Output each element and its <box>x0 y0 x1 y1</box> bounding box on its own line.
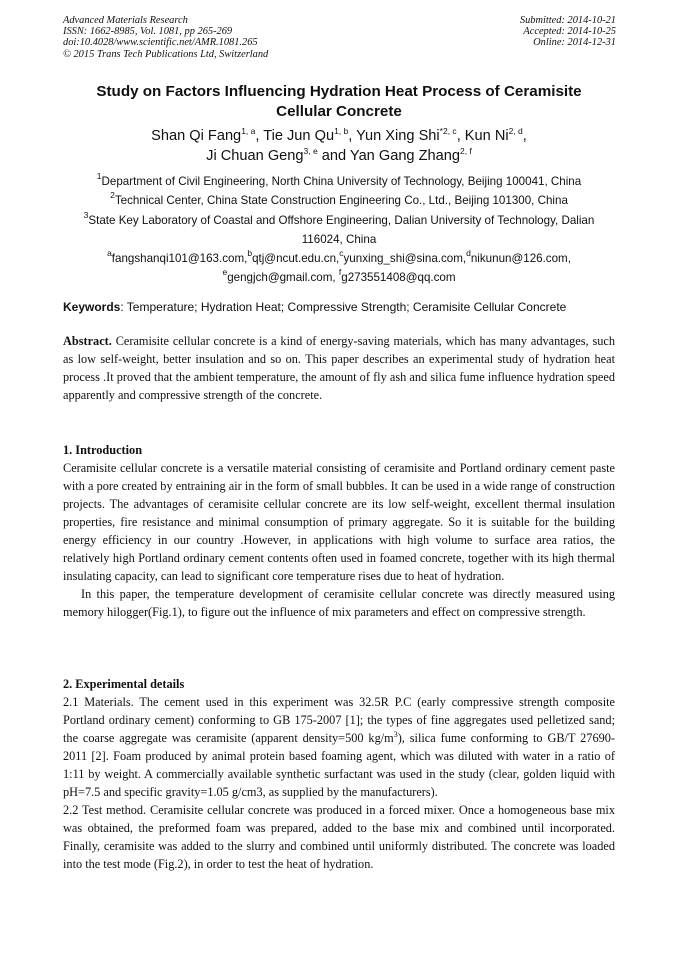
paragraph-text: ), silica fume conforming to GB/T 27690-2011 [2]. Foam produced by animal protein based foaming agent, which was diluted with water in a ratio of 1:11 by weight. A commercially available synthetic surfactant was used in the study (clear, golden liquid with pH=7.5 and specific gravity=1.05 g/cm3, as supplied by the manufacturers). <box>63 731 615 799</box>
journal-issn: ISSN: 1662-8985, Vol. 1081, pp 265-269 <box>63 26 233 38</box>
abstract-text: Ceramisite cellular concrete is a kind of energy-saving materials, which has many advantages, such as low self-weight, better insulation and so on. This paper describes an experimental study of hydration heat process .It proved that the ambient temperature, the amount of fly ash and silica fume influence hydration speed apparently and compressive strength of the concrete. <box>63 334 615 402</box>
email-link[interactable]: fangshanqi101@163.com, <box>111 252 248 266</box>
keywords-label: Keywords <box>63 300 121 314</box>
authors-line-2 <box>60 146 618 166</box>
title-line-2: Cellular Concrete <box>276 103 402 120</box>
affiliation-text: Technical Center, China State Construction Engineering Co., Ltd., Beijing 101300, China <box>114 194 568 208</box>
journal-doi: doi:10.4028/www.scientific.net/AMR.1081.265 <box>63 37 258 49</box>
author-affil-sup: 2, f <box>460 146 472 156</box>
email-link[interactable]: nikunun@126.com, <box>470 252 571 266</box>
email-sup: d <box>466 248 471 259</box>
email-sup: c <box>339 248 344 259</box>
section-introduction <box>63 441 615 621</box>
paragraph <box>63 693 615 801</box>
authors-line-1 <box>60 126 618 146</box>
author-name: , Kun Ni <box>456 128 509 144</box>
affiliation-text: Department of Civil Engineering, North China University of Technology, Beijing 100041, China <box>101 175 582 188</box>
paragraph-text: 2.1 Materials. The cement used in this experiment was 32.5R P.C (early compressive strength composite Portland ordinary cement) conforming to GB 175-2007 [1]; the types of fine aggregates used pelletized sand; the coarse aggregate was ceramisite (apparent density=500 kg/m <box>63 695 615 745</box>
affiliation-sup: 2 <box>110 190 115 201</box>
author-name: , Yun Xing Shi <box>348 128 440 144</box>
author-name: Ji Chuan Geng <box>206 148 304 164</box>
journal-header-right <box>520 15 616 49</box>
section-heading: 1. Introduction <box>63 443 143 457</box>
author-affil-sup: 1, a <box>241 126 256 136</box>
emails-line-2 <box>56 268 622 287</box>
journal-copyright: © 2015 Trans Tech Publications Ltd, Switzerland <box>63 48 269 60</box>
author-name: and Yan Gang Zhang <box>317 148 460 164</box>
affiliation-sup: 1 <box>96 171 102 181</box>
email-link[interactable]: qtj@ncut.edu.cn, <box>252 252 340 266</box>
emails-line-1 <box>56 249 622 268</box>
title-line-1: Study on Factors Influencing Hydration Heat Process of Ceramisite <box>96 83 582 100</box>
paper-title <box>60 82 618 122</box>
affiliation-text: State Key Laboratory of Coastal and Offshore Engineering, Dalian University of Technology, Dalian <box>88 213 595 227</box>
journal-name: Advanced Materials Research <box>63 15 188 26</box>
author-affil-sup: 1, b <box>334 126 349 136</box>
author-separator: , <box>522 128 527 144</box>
author-affil-sup: 3, e <box>303 146 318 156</box>
affiliation-3-cont: 116024, China <box>301 232 377 246</box>
abstract <box>63 332 615 404</box>
author-affil-sup: *2, c <box>439 126 457 136</box>
affiliation-2 <box>56 191 622 210</box>
email-sup: b <box>247 248 253 259</box>
affiliation-1 <box>56 172 622 191</box>
author-name: Shan Qi Fang <box>151 128 242 144</box>
email-link[interactable]: yunxing_shi@sina.com, <box>343 252 467 266</box>
online-date: Online: 2014-12-31 <box>533 37 616 49</box>
affiliations <box>56 172 622 288</box>
accepted-date: Accepted: 2014-10-25 <box>523 26 616 38</box>
keywords-text: : Temperature; Hydration Heat; Compressive Strength; Ceramisite Cellular Concrete <box>120 300 567 314</box>
paragraph: Ceramisite cellular concrete is a versatile material consisting of ceramisite and Portland ordinary cement paste with a pore created by entraining air in the form of small bubbles. It can be used in a wide range of construction projects. The advantages of ceramisite cellular concrete are its low self-weight, excellent thermal insulation properties, fire resistance and minimal consumption of primary aggregate. So it is suitable for the building energy efficiency in our country .However, in applications with high volume to surface area ratios, the relatively high Portland ordinary cement contents often used in foamed concrete, together with its high thermal insulating capacity, can lead to significant core temperature rises due to heat of hydration. <box>63 461 615 583</box>
email-sup: a <box>107 248 112 259</box>
submitted-date: Submitted: 2014-10-21 <box>519 15 616 26</box>
email-sup: e <box>222 267 228 278</box>
affiliation-sup: 3 <box>83 209 89 220</box>
keywords <box>63 299 615 315</box>
author-list <box>60 126 618 166</box>
paragraph: 2.2 Test method. Ceramisite cellular concrete was produced in a forced mixer. Once a homogeneous base mix was obtained, the preformed foam was prepared, added to the base mix and combined until incorporated. Finally, ceramisite was added to the slurry and combined until uniformly distributed. The concrete was loaded into the test mode (Fig.2), in order to test the heat of hydration. <box>63 803 615 871</box>
paragraph: In this paper, the temperature development of ceramisite cellular concrete was directly measured using memory hilogger(Fig.1), to figure out the influence of mix parameters and effect on compressive strength. <box>63 587 615 619</box>
superscript: 3 <box>393 730 398 739</box>
affiliation-3 <box>56 211 622 230</box>
email-sup: f <box>338 267 342 278</box>
email-link[interactable]: gengjch@gmail.com, <box>227 271 336 285</box>
section-heading: 2. Experimental details <box>63 677 185 691</box>
author-affil-sup: 2, d <box>508 126 523 136</box>
section-experimental <box>63 675 615 873</box>
abstract-label: Abstract. <box>63 334 112 348</box>
journal-header-left <box>63 15 268 60</box>
author-name: , Tie Jun Qu <box>255 128 335 144</box>
email-link[interactable]: g273551408@qq.com <box>341 271 456 285</box>
